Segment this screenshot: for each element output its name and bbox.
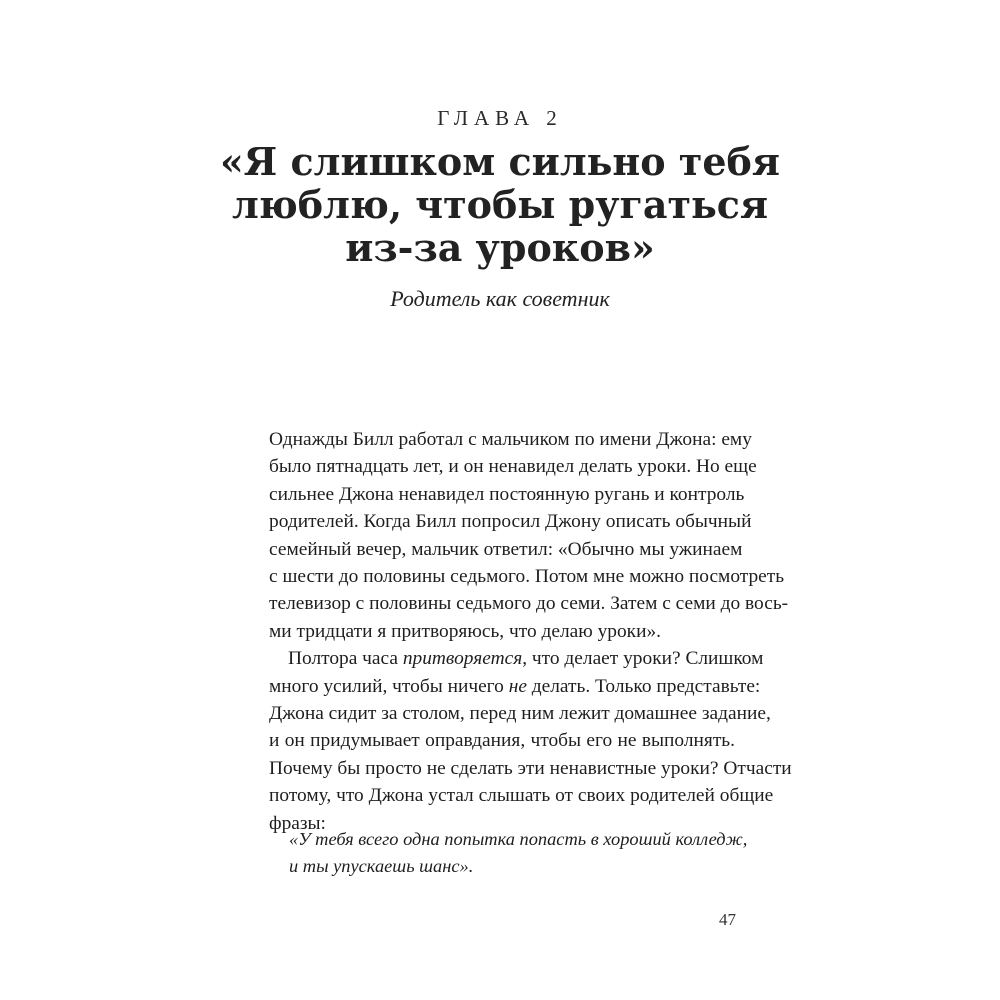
- emphasis-text: не: [508, 675, 527, 697]
- block-quote: [289, 826, 748, 880]
- text-run: много усилий, чтобы ничего: [269, 675, 509, 697]
- quote-line: «У тебя всего одна попытка попасть в хороший колледж,: [289, 829, 748, 849]
- quote-line: и ты упускаешь шанс».: [289, 856, 474, 876]
- paragraph-line: Однажды Билл работал с мальчиком по имени Джона: ему: [269, 429, 752, 450]
- body-text: [269, 426, 792, 837]
- text-run: делать. Только представьте:: [526, 675, 761, 697]
- paragraph-line: фразы:: [269, 812, 326, 834]
- text-run: Полтора часа: [288, 648, 403, 670]
- paragraph-line: Почему бы просто не сделать эти ненавистные уроки? Отчасти: [269, 757, 792, 779]
- paragraph-line: [269, 645, 764, 672]
- chapter-title-line: из-за уроков»: [345, 225, 655, 270]
- paragraph-line: ми тридцати я притворяюсь, что делаю уроки».: [269, 620, 662, 642]
- paragraph-line: семейный вечер, мальчик ответил: «Обычно мы ужинаем: [269, 538, 743, 560]
- paragraph-line: и он придумывает оправдания, чтобы его не выполнять.: [269, 730, 735, 752]
- paragraph-line: с шести до половины седьмого. Потом мне можно посмотреть: [269, 566, 785, 588]
- emphasis-text: притворяется: [402, 648, 523, 670]
- paragraph-line: сильнее Джона ненавидел постоянную ругань и контроль: [269, 483, 745, 505]
- chapter-title: [0, 140, 1000, 269]
- paragraph-line: было пятнадцать лет, и он ненавидел делать уроки. Но еще: [269, 456, 757, 478]
- text-run: , что делает уроки? Слишком: [522, 648, 764, 670]
- paragraph-line: потому, что Джона устал слышать от своих родителей общие: [269, 785, 774, 807]
- paragraph-line: [269, 673, 761, 700]
- chapter-title-line: «Я слишком сильно тебя: [220, 139, 780, 184]
- paragraph-line: телевизор с половины седьмого до семи. Затем с семи до вось-: [269, 593, 789, 615]
- paragraph-line: родителей. Когда Билл попросил Джону описать обычный: [269, 511, 752, 533]
- page-number: 47: [719, 910, 736, 929]
- chapter-title-line: люблю, чтобы ругаться: [231, 182, 769, 227]
- chapter-label: ГЛАВА 2: [437, 106, 563, 130]
- paragraph-line: Джона сидит за столом, перед ним лежит домашнее задание,: [269, 703, 771, 725]
- chapter-subtitle: Родитель как советник: [390, 286, 610, 311]
